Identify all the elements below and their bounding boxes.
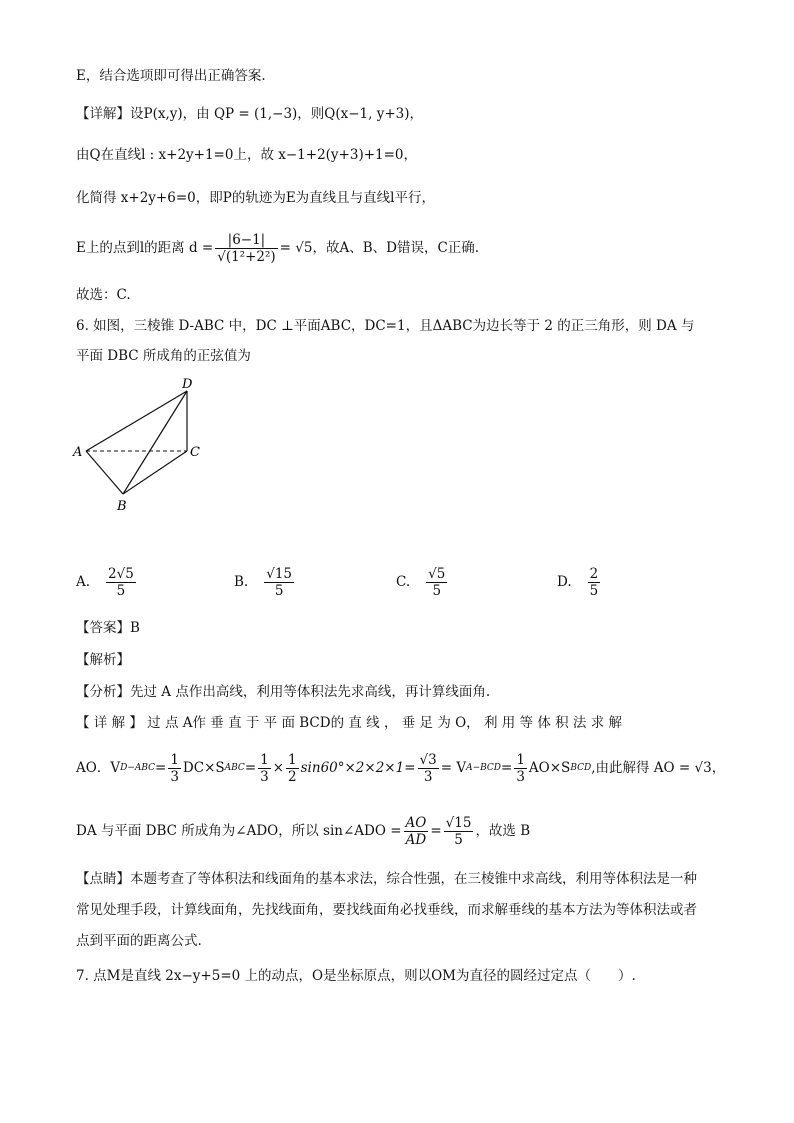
option-a-denominator: 5 [116, 582, 126, 599]
xiangjie-text: 过 点 A作 垂 直 于 平 面 BCD的 直 线 ， 垂 足 为 O， 利 用 等 体 积 法 求 解 [147, 715, 623, 731]
eq-part-c: DC×S [182, 760, 225, 776]
eq-sub-abc: ABC [224, 763, 245, 773]
sin-post: ，故选 B [475, 823, 531, 839]
distance-pre: E上的点到l的距离 d = [76, 240, 214, 256]
xiangjie-tag: 【 详 解 】 [76, 715, 143, 731]
distance-fraction [215, 232, 277, 265]
eq-equals-3: = [501, 760, 513, 776]
eq-frac-5 [514, 752, 527, 785]
fenxi-text: 先过 A 点作出高线，利用等体积法先求高线，再计算线面角. [130, 684, 491, 700]
eq-part-b: = [155, 760, 167, 776]
question-6-line-2: 平面 DBC 所成角的正弦值为 [76, 348, 251, 364]
text-line-4: 化简得 x+2y+6=0，即P的轨迹为E为直线且与直线l平行， [76, 190, 435, 206]
option-a-fraction [106, 566, 136, 599]
eq-sub-bcd: BCD [570, 763, 592, 773]
sin-frac-1-num: AO [405, 814, 427, 831]
eq-frac-5-den: 3 [516, 768, 525, 785]
text-line-1: E，结合选项即可得出正确答案. [76, 68, 266, 84]
eq-part-e: sin60°×2×2×1= [300, 760, 416, 776]
vertex-label-a: A [73, 445, 83, 460]
eq-part-a: AO．V [76, 760, 121, 776]
answer-value: B [130, 620, 140, 636]
edge-bc [123, 451, 187, 494]
eq-part-h: ,由此解得 AO = √3， [591, 760, 726, 776]
option-d-denominator: 5 [589, 582, 599, 599]
option-a-numerator: 2√5 [108, 565, 134, 582]
eq-frac-1-den: 3 [170, 768, 179, 785]
sin-frac-2 [444, 815, 474, 848]
xiangjie-line-1 [76, 713, 724, 733]
distance-denominator: √(1²+2²) [217, 248, 276, 265]
eq-equals-2: = [244, 760, 257, 776]
option-b-numerator: √15 [266, 565, 292, 582]
option-b-denominator: 5 [274, 582, 284, 599]
option-c-fraction [426, 566, 447, 599]
sin-pre: DA 与平面 DBC 所成角为∠ADO，所以 sin∠ADO = [76, 823, 402, 839]
sin-frac-2-num: √15 [445, 814, 472, 831]
dianjing-line-3: 点到平面的距离公式. [76, 933, 202, 949]
text-line-5 [76, 228, 724, 268]
eq-frac-1 [168, 752, 181, 785]
dianjing-text-1: 本题考查了等体积法和线面角的基本求法，综合性强，在三棱锥中求高线，利用等体积法是一种 [130, 871, 697, 887]
eq-part-g: AO×S [528, 760, 571, 776]
vertex-label-d: D [182, 377, 193, 392]
eq-sub-abcd: A−BCD [466, 763, 502, 773]
question-6-line-1: 6. 如图，三棱锥 D-ABC 中，DC ⊥平面ABC，DC=1，且ΔABC为边长等于 2 的正三角形，则 DA 与 [76, 318, 695, 334]
text-line-6: 故选：C. [76, 287, 131, 303]
distance-post: = √5，故A、B、D错误，C正确. [279, 240, 480, 256]
eq-part-d: × [272, 760, 285, 776]
edge-ad [86, 391, 187, 451]
eq-frac-2-num: 1 [260, 751, 269, 768]
answer-line [76, 618, 724, 638]
option-a[interactable] [76, 560, 138, 604]
option-c-denominator: 5 [432, 582, 442, 599]
vertex-label-b: B [117, 499, 127, 514]
option-d-fraction [588, 566, 601, 599]
eq-frac-2 [258, 752, 271, 785]
eq-frac-3 [286, 752, 299, 785]
option-b-fraction [264, 566, 294, 599]
eq-frac-5-num: 1 [516, 751, 525, 768]
sin-frac-1-den: AD [405, 831, 427, 848]
dianjing-line-1 [76, 869, 724, 889]
option-c-numerator: √5 [428, 565, 446, 582]
eq-frac-3-den: 2 [288, 768, 297, 785]
detail-text: 设P(x,y)，由 QP = (1,−3)，则Q(x−1, y+3)， [130, 106, 424, 122]
option-d-label: D. [557, 574, 572, 590]
eq-frac-3-num: 1 [288, 751, 297, 768]
eq-frac-4-den: 3 [423, 768, 433, 785]
option-d[interactable] [557, 560, 602, 604]
text-line-3: 由Q在直线l : x+2y+1=0上，故 x−1+2(y+3)+1=0， [76, 147, 418, 163]
option-a-label: A. [76, 574, 91, 590]
eq-part-f: = V [440, 760, 467, 776]
distance-numerator: |6−1| [215, 232, 277, 249]
eq-frac-4 [418, 752, 439, 785]
eq-frac-4-num: √3 [419, 751, 437, 768]
eq-sub-dabc: D−ABC [120, 763, 156, 773]
option-c[interactable] [396, 560, 449, 604]
vertex-label-c: C [190, 445, 200, 460]
xiangjie-line-3 [76, 808, 724, 854]
fenxi-line [76, 682, 724, 702]
fenxi-tag: 【分析】 [76, 684, 130, 700]
detail-tag: 【详解】 [76, 106, 130, 122]
option-d-numerator: 2 [589, 565, 599, 582]
pyramid-figure [68, 372, 208, 517]
xiangjie-equation [76, 745, 724, 791]
dianjing-tag: 【点睛】 [76, 871, 130, 887]
option-c-label: C. [396, 574, 411, 590]
sin-frac-1 [404, 815, 429, 848]
sin-equals: = [430, 823, 442, 839]
option-b-label: B. [234, 574, 249, 590]
answer-tag: 【答案】 [76, 620, 130, 636]
eq-frac-1-num: 1 [170, 751, 179, 768]
option-b[interactable] [234, 560, 296, 604]
text-line-2 [76, 104, 724, 124]
sin-frac-2-den: 5 [454, 831, 463, 848]
eq-frac-2-den: 3 [260, 768, 269, 785]
analysis-tag: 【解析】 [76, 652, 130, 668]
question-7: 7. 点M是直线 2x−y+5=0 上的动点，O是坐标原点，则以OM为直径的圆经过定点（ ）. [76, 968, 636, 984]
dianjing-line-2: 常见处理手段，计算线面角，先找线面角，要找线面角必找垂线，而求解垂线的基本方法为等体积法或者 [76, 902, 697, 918]
edge-ab [86, 451, 123, 494]
edge-bd [123, 391, 187, 494]
